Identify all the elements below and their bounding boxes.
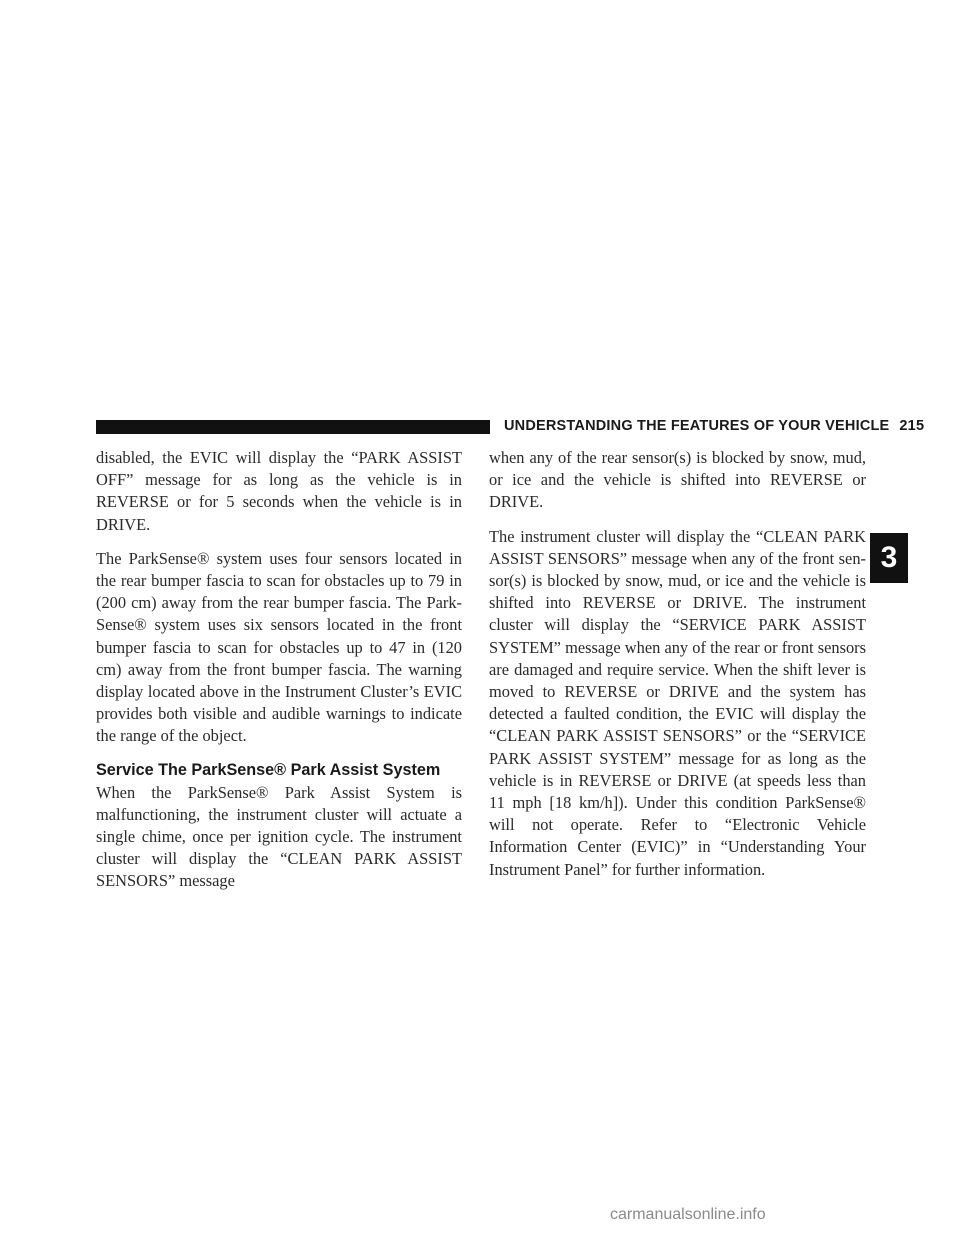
right-column (489, 447, 866, 893)
left-column (96, 447, 462, 905)
header-title-text: UNDERSTANDING THE FEATURES OF YOUR VEHICLE (504, 418, 890, 434)
running-header (504, 418, 924, 434)
chapter-tab: 3 (870, 533, 908, 583)
body-paragraph: when any of the rear sensor(s) is blocked by snow, mud, or ice and the vehicle is shifted into REVERSE or DRIVE. (489, 448, 866, 512)
body-paragraph: The instrument cluster will display the “CLEAN PARK ASSIST SENSORS” message when any of the front sensor(s) is blocked by snow, mud, or ice and the vehicle is shifted into REVERSE or DRIVE. The instrument cluster will display the “SERVICE PARK ASSIST SYSTEM” message when any of the rear or front sensors are damaged and require service. When the shift lever is moved to REVERSE or DRIVE and the system has detected a faulted condition, the EVIC will display the “CLEAN PARK ASSIST SENSORS” or the “SERVICE PARK ASSIST SYSTEM” message for as long as the vehicle is in REVERSE or DRIVE (at speeds less than 11 mph [18 km/h]). Under this condition ParkSense® will not operate. Refer to “Electronic Vehicle Information Center (EVIC)” in “Understanding Your Instrument Panel” for further information. (489, 526, 866, 879)
page-number: 215 (899, 418, 925, 434)
section-heading: Service The ParkSense® Park Assist System (96, 760, 441, 779)
body-paragraph: When the ParkSense® Park Assist System is malfunctioning, the instrument cluster will actuate a single chime, once per ignition cycle. The instrument cluster will display the “CLEAN PARK ASSIST SENSORS” message (96, 782, 462, 891)
body-paragraph: The ParkSense® system uses four sensors located in the rear bumper fascia to scan for obstacles up to 79 in (200 cm) away from the rear bumper fascia. The ParkSense® system uses six sensors located in the front bumper fascia to scan for obstacles up to 47 in (120 cm) away from the front bumper fascia. The warning display located above in the Instrument Cluster’s EVIC provides both visible and audible warnings to indicate the range of the object. (96, 548, 462, 746)
header-rule (96, 420, 490, 434)
footer-watermark: carmanualsonline.info (610, 1206, 766, 1223)
body-paragraph: disabled, the EVIC will display the “PARK ASSIST OFF” message for as long as the vehicle is in REVERSE or for 5 seconds when the vehicle is in DRIVE. (96, 448, 462, 534)
